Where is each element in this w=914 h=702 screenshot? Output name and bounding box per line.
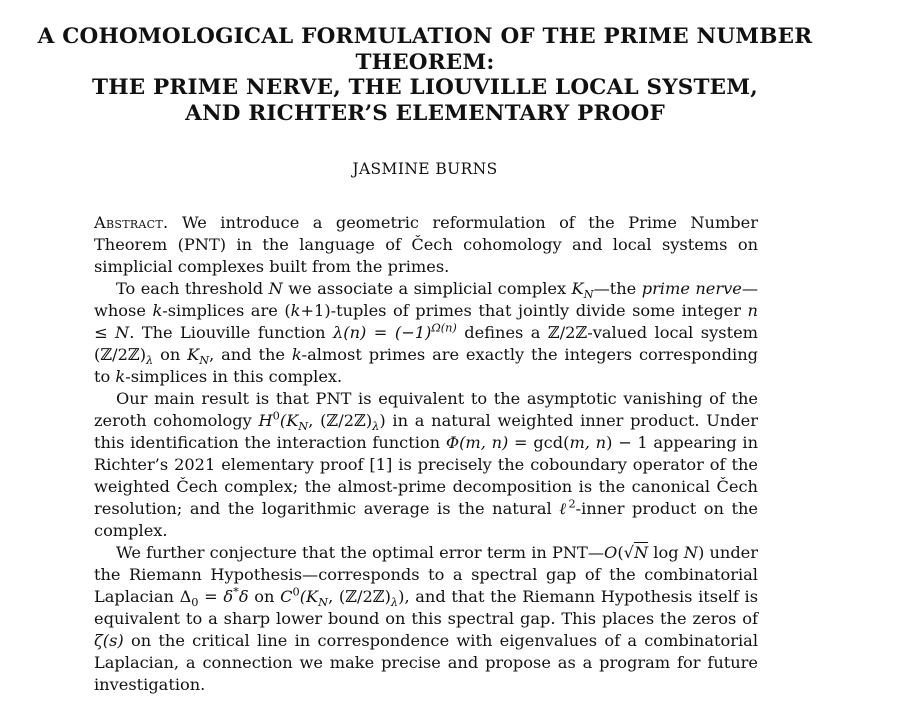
math: K [187, 345, 200, 364]
p4-text: under the Riemann Hypothesis—corresponds to a spectral gap of the combinatorial Laplacian Δ [94, 543, 758, 606]
p2-text: +1)-tuples of primes that jointly divide some integer [300, 301, 748, 320]
math: ℓ [559, 499, 569, 518]
math: N [318, 595, 329, 610]
math: C [280, 587, 293, 606]
title-line-3: THE PRIME NERVE, THE LIOUVILLE LOCAL SYSTEM, [92, 75, 758, 100]
author-name: JASMINE BURNS [352, 160, 498, 178]
math: * [233, 584, 239, 599]
math: (K [279, 411, 299, 430]
math: m, n [569, 433, 607, 452]
math: (√ [617, 543, 634, 562]
p2-text: on [153, 345, 188, 364]
math: O [604, 543, 618, 562]
math: N [583, 287, 594, 302]
math: λ [390, 595, 399, 610]
math: 0 [272, 408, 280, 423]
p3-text: Our main result is that PNT is equivalent to the asymptotic vanishing of the zeroth cohomology [94, 389, 758, 430]
p2-text: — whose [94, 279, 759, 320]
math: , (ℤ/2ℤ) [328, 587, 391, 606]
math: k [115, 367, 126, 386]
math: N [199, 353, 210, 368]
p2-text: defines a ℤ/2ℤ-valued local system (ℤ/2ℤ) [94, 323, 759, 364]
math: log [648, 543, 684, 562]
math: H [258, 411, 273, 430]
math: 2 [568, 496, 576, 511]
math: N [298, 419, 309, 434]
math: K [571, 279, 584, 298]
p1-text: We introduce a geometric reformulation of the Prime Number Theorem (PNT) in the language of Čech cohomology and local systems on simplicial complexes built from the primes. [94, 213, 758, 276]
p3-text: -inner product on the complex. [94, 499, 759, 540]
p2-text: —the [593, 279, 642, 298]
abstract [94, 212, 758, 696]
p2-text: -simplices are ( [162, 301, 291, 320]
math: N [683, 543, 698, 562]
p4-text: We further conjecture that the optimal error term in PNT— [116, 543, 605, 562]
math: λ [372, 419, 380, 434]
math: δ [223, 587, 234, 606]
paper-title [20, 24, 830, 126]
p2-text: we associate a simplicial complex [282, 279, 572, 298]
title-line-4: AND RICHTER’S ELEMENTARY PROOF [185, 100, 665, 126]
math: (K [299, 587, 319, 606]
math: ) [697, 543, 705, 562]
p4-text: , and that the Riemann Hypothesis itself is equivalent to a sharp lower bound on this spectral gap. This places the zeros of [94, 587, 759, 628]
abstract-paragraph-2 [94, 278, 758, 388]
math: Ω(n) [431, 320, 457, 335]
math: 0 [191, 595, 199, 610]
title-line-2: THEOREM: [355, 49, 495, 75]
p3-text: in a natural weighted inner product. Under this identification the interaction function [94, 411, 759, 452]
math: 0 [292, 584, 300, 599]
p2-text: To each threshold [116, 279, 269, 298]
math: δ [238, 587, 249, 606]
p2-text: , and the [209, 345, 292, 364]
math: λ(n) = (−1) [333, 323, 432, 342]
abstract-label: Abstract. [94, 213, 169, 232]
math: k [291, 345, 302, 364]
p2-text: . The Liouville function [129, 323, 334, 342]
math: ) [398, 587, 405, 606]
math: N [633, 543, 649, 562]
abstract-paragraph-3 [94, 388, 758, 542]
math: k [290, 301, 301, 320]
math: ) [379, 411, 386, 430]
p2-text: -simplices in this complex. [125, 367, 343, 386]
math: n ≤ N [94, 301, 758, 342]
math: ζ(s) [94, 631, 124, 650]
p4-text: on the critical line in correspondence with eigenvalues of a combinatorial Laplacian, a connection we make precise and propose as a program for future investigation. [94, 631, 758, 694]
emphasis-prime-nerve: prime nerve [641, 279, 742, 298]
math: k [152, 301, 163, 320]
abstract-paragraph-1 [94, 212, 758, 278]
math: λ [146, 353, 154, 368]
p4-text: on [248, 587, 281, 606]
math: Φ(m, n) [445, 433, 509, 452]
abstract-paragraph-4 [94, 542, 758, 696]
p3-text: = gcd( [508, 433, 570, 452]
p3-text: ) − 1 appearing in Richter’s 2021 elementary proof [1] is precisely the coboundary operator of the weighted Čech complex; the almost-prime decomposition is the canonical Čech resolution; and the logarithmic average is the natural [94, 433, 758, 518]
p2-text: -almost primes are exactly the integers corresponding to [94, 345, 758, 386]
p4-text: = [198, 587, 224, 606]
title-line-1: A COHOMOLOGICAL FORMULATION OF THE PRIME NUMBER [37, 24, 813, 49]
math: , (ℤ/2ℤ) [308, 411, 373, 430]
math: N [268, 279, 283, 298]
